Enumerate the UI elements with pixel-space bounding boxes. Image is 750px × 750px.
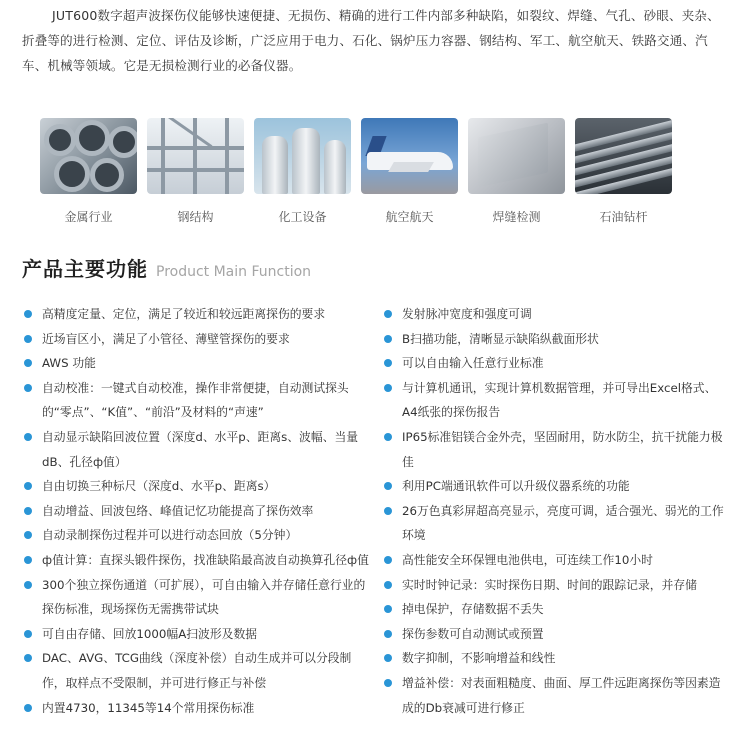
bullet-dot-icon [24,630,32,638]
gallery-caption: 钢结构 [177,210,214,224]
bullet-dot-icon [384,384,392,392]
feature-text: 自由切换三种标尺（深度d、水平p、距离s） [42,479,276,494]
feature-item [24,622,370,647]
bullet-dot-icon [24,531,32,539]
bullet-dot-icon [384,335,392,343]
feature-text: 高精度定量、定位，满足了较近和较远距离探伤的要求 [42,307,326,321]
gallery-tile-weld [468,118,565,225]
steel-structure-icon [147,118,244,194]
feature-text: 探伤参数可自动测试或预置 [402,626,544,641]
feature-text: 实时时钟记录：实时探伤日期、时间的跟踪记录，并存储 [402,577,697,592]
feature-item [384,302,724,327]
feature-item [384,425,724,474]
gallery-caption: 石油钻杆 [599,210,648,224]
feature-item [24,474,370,499]
feature-item [24,696,370,721]
intro-paragraph: JUT600数字超声波探伤仪能够快速便捷、无损伤、精确的进行工件内部多种缺陷，如裂纹、焊缝、气孔、砂眼、夹杂、折叠等的进行检测、定位、评估及诊断，广泛应用于电力、石化、锅炉压力容器、钢结构、军工、航空航天、铁路交通、汽车、机械等领域。它是无损检测行业的必备仪器。 [22,8,720,73]
chemical-tanks-icon [254,118,351,194]
feature-item [24,646,370,695]
section-title [22,253,311,282]
feature-item [24,302,370,327]
feature-item [384,351,724,376]
feature-text: 26万色真彩屏超高亮显示，亮度可调，适合强光、弱光的工作环境 [402,503,724,543]
gallery-caption: 金属行业 [64,210,113,224]
feature-text: DAC、AVG、TCG曲线（深度补偿）自动生成并可以分段制作，取样点不受限制，并可进行修正与补偿 [42,651,352,690]
feature-text: 增益补偿：对表面粗糙度、曲面、厚工件远距离探伤等因素造成的Db衰减可进行修正 [402,675,721,715]
feature-text: 与计算机通讯，实现计算机数据管理，并可导出Excel格式、A4纸张的探伤报告 [402,380,717,420]
airplane-icon [361,118,458,194]
feature-item [24,523,370,548]
bullet-dot-icon [384,654,392,662]
feature-item [384,671,724,720]
feature-list-left [24,302,370,720]
feature-item [384,622,724,647]
bullet-dot-icon [24,654,32,662]
feature-text: AWS 功能 [42,356,96,371]
bullet-dot-icon [24,581,32,589]
bullet-dot-icon [24,359,32,367]
bullet-dot-icon [24,704,32,712]
feature-text: B扫描功能，清晰显示缺陷纵截面形状 [402,331,599,346]
bullet-dot-icon [24,384,32,392]
feature-item [384,376,724,425]
feature-item [384,327,724,352]
bullet-dot-icon [384,359,392,367]
feature-item [384,499,724,548]
bullet-dot-icon [384,507,392,515]
feature-item [384,573,724,598]
feature-list-right [384,302,724,720]
feature-text: 高性能安全环保锂电池供电，可连续工作10小时 [402,552,653,567]
bullet-dot-icon [384,433,392,441]
application-gallery [40,118,672,228]
feature-item [384,474,724,499]
bullet-dot-icon [24,482,32,490]
section-title-cn: 产品主要功能 [22,257,148,281]
feature-text: 可自由存储、回放1000幅A扫波形及数据 [42,626,258,641]
feature-text: 数字抑制，不影响增益和线性 [402,651,556,666]
bullet-dot-icon [384,679,392,687]
feature-text: IP65标准铝镁合金外壳，坚固耐用，防水防尘，抗干扰能力极佳 [402,429,723,469]
drill-pipes-icon [575,118,672,194]
feature-text: 自动校准：一键式自动校准，操作非常便捷，自动测试探头的“零点”、“K值”、“前沿”及材料的“声速” [42,380,349,420]
feature-item [384,646,724,671]
feature-text: 自动录制探伤过程并可以进行动态回放（5分钟） [42,528,298,543]
feature-item [24,376,370,425]
feature-item [384,597,724,622]
feature-text: 近场盲区小，满足了小管径、薄壁管探伤的要求 [42,331,290,346]
section-title-en: Product Main Function [156,264,312,280]
gallery-tile-aerospace [361,118,458,225]
feature-text: 利用PC端通讯软件可以升级仪器系统的功能 [402,479,630,494]
bullet-dot-icon [24,433,32,441]
feature-item [24,499,370,524]
gallery-tile-steel [147,118,244,225]
feature-item [24,425,370,474]
bullet-dot-icon [384,605,392,613]
feature-text: 内置4730，11345等14个常用探伤标准 [42,700,255,715]
feature-text: 发射脉冲宽度和强度可调 [402,307,532,321]
gallery-caption: 航空航天 [385,210,434,224]
feature-item [24,351,370,376]
gallery-caption: 化工设备 [278,210,327,224]
bullet-dot-icon [384,581,392,589]
bullet-dot-icon [384,310,392,318]
gallery-caption: 焊缝检测 [492,210,541,224]
feature-text: ф值计算：直探头锻件探伤，找准缺陷最高波自动换算孔径ф值 [42,552,369,567]
feature-text: 掉电保护，存储数据不丢失 [402,602,544,617]
feature-item [24,327,370,352]
feature-text: 300个独立探伤通道（可扩展），可自由输入并存储任意行业的探伤标准，现场探伤无需携带试块 [42,577,366,617]
bullet-dot-icon [384,482,392,490]
gallery-tile-oil [575,118,672,225]
feature-item [24,573,370,622]
bullet-dot-icon [384,630,392,638]
bullet-dot-icon [24,556,32,564]
metal-pipes-icon [40,118,137,194]
bullet-dot-icon [24,310,32,318]
gallery-tile-metal [40,118,137,225]
feature-text: 自动增益、回波包络、峰值记忆功能提高了探伤效率 [42,503,314,518]
weld-plate-icon [468,118,565,194]
bullet-dot-icon [24,335,32,343]
bullet-dot-icon [24,507,32,515]
feature-text: 可以自由输入任意行业标准 [402,356,544,371]
gallery-tile-chemical [254,118,351,225]
feature-item [384,548,724,573]
feature-text: 自动显示缺陷回波位置（深度d、水平p、距离s、波幅、当量dB、孔径ф值） [42,429,359,469]
bullet-dot-icon [384,556,392,564]
feature-item [24,548,370,573]
